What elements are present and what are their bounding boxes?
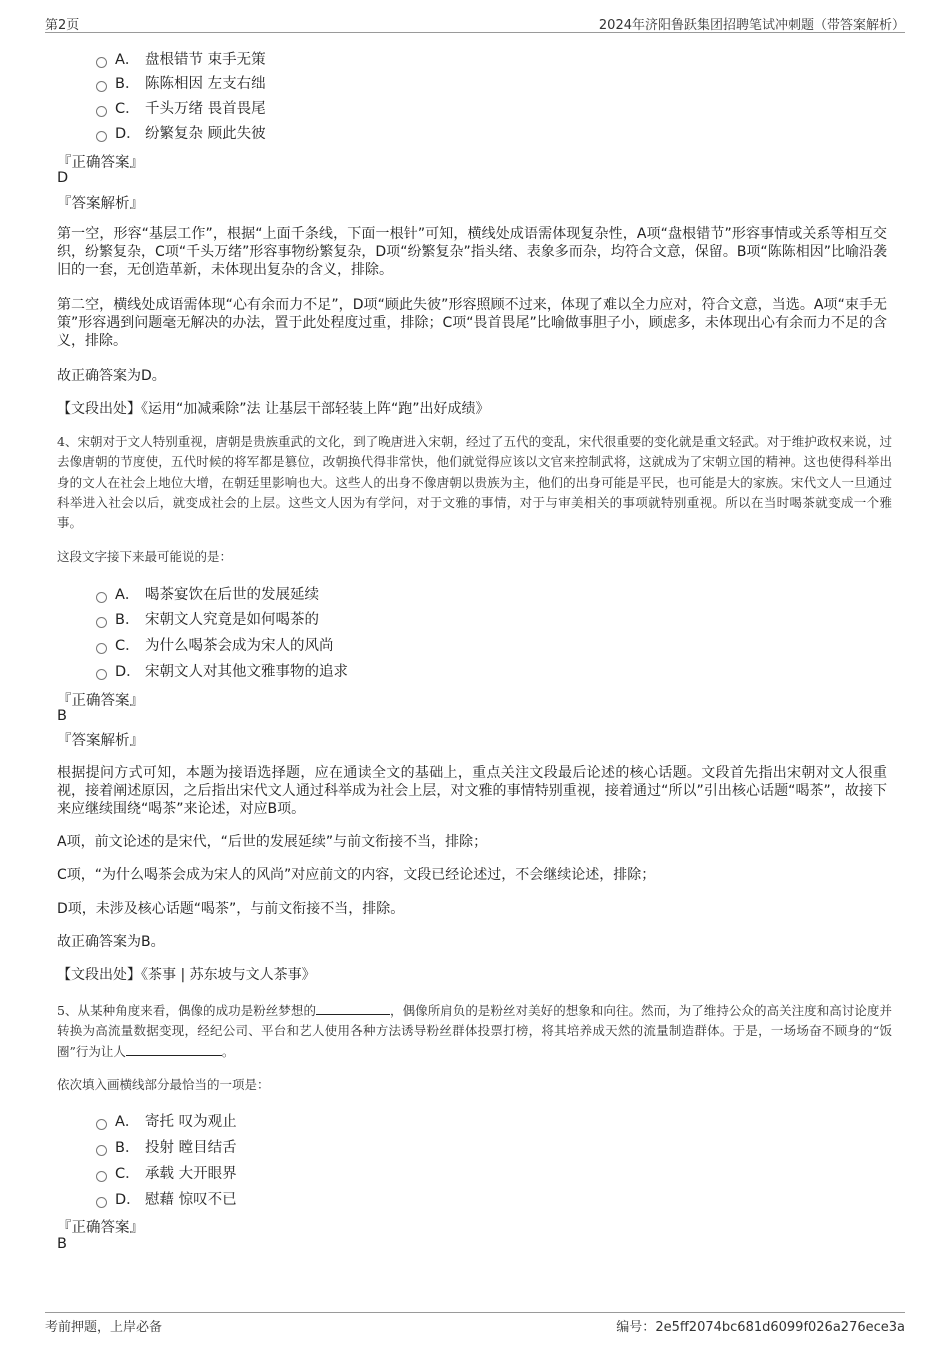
q5-stem: 5、从某种角度来看，偶像的成功是粉丝梦想的 ，偶像所肩负的是粉丝对美好的想象和向往。然而，为了维持公众的高关注度和高讨论度并转换为高流量数据变现，经纪公司、平台和艺人使用各种方法诱导粉丝群体投票打榜，将其培养成天然的流量制造群体。于是，一场场奋不顾身的“饭圈”行为让人 。 bbox=[57, 1003, 892, 1059]
q4-answer: B bbox=[57, 708, 67, 724]
q4-option-a[interactable]: A． 喝茶宴饮在后世的发展延续 bbox=[96, 583, 319, 603]
page-number: 第2页 bbox=[45, 18, 80, 33]
q3-analysis-2: 第二空，横线处成语需体现“心有余而力不足”，D项“顾此失彼”形容照顾不过来，体现了难以全力应对，符合文意，当选。A项“束手无策”形容遇到问题毫无解决的办法，置于此处程度过重，排除；C项“畏首畏尾”比喻做事胆子小，顾虑多，未体现出心有余而力不足的含义，排除。 bbox=[57, 297, 887, 349]
q4-prompt: 这段文字接下来最可能说的是： bbox=[57, 549, 233, 564]
radio-icon[interactable] bbox=[96, 1119, 107, 1130]
q5-answer: B bbox=[57, 1236, 67, 1252]
q5-option-a[interactable]: A． 寄托 叹为观止 bbox=[96, 1110, 237, 1130]
radio-icon[interactable] bbox=[96, 643, 107, 654]
q4-option-b[interactable]: B． 宋朝文人究竟是如何喝茶的 bbox=[96, 608, 319, 628]
q4-analysis-2: A项，前文论述的是宋代，“后世的发展延续”与前文衔接不当，排除； bbox=[57, 834, 488, 850]
q3-answer: D bbox=[57, 170, 69, 186]
radio-icon[interactable] bbox=[96, 57, 107, 68]
q3-analysis-3: 故正确答案为D。 bbox=[57, 368, 166, 384]
q5-option-c[interactable]: C． 承载 大开眼界 bbox=[96, 1162, 237, 1182]
q4-analysis-5: 故正确答案为B。 bbox=[57, 934, 165, 950]
q5-option-d[interactable]: D． 慰藉 惊叹不已 bbox=[96, 1188, 237, 1208]
correct-answer-label: 『正确答案』 bbox=[57, 155, 144, 171]
radio-icon[interactable] bbox=[96, 669, 107, 680]
radio-icon[interactable] bbox=[96, 1197, 107, 1208]
radio-icon[interactable] bbox=[96, 592, 107, 603]
radio-icon[interactable] bbox=[96, 1171, 107, 1182]
q3-option-d[interactable]: D． 纷繁复杂 顾此失彼 bbox=[96, 122, 266, 142]
correct-answer-label: 『正确答案』 bbox=[57, 693, 144, 709]
analysis-label: 『答案解析』 bbox=[57, 196, 144, 212]
radio-icon[interactable] bbox=[96, 1145, 107, 1156]
radio-icon[interactable] bbox=[96, 617, 107, 628]
radio-icon[interactable] bbox=[96, 106, 107, 117]
q4-analysis-1: 根据提问方式可知，本题为接语选择题，应在通读全文的基础上，重点关注文段最后论述的核心话题。文段首先指出宋朝对文人很重视，接着阐述原因，之后指出宋代文人通过科举成为社会上层，对文雅的事情特别重视，接着通过“所以”引出核心话题“喝茶”，故接下来应继续围绕“喝茶”来论述，对应B项。 bbox=[57, 765, 887, 817]
q3-option-c[interactable]: C． 千头万绪 畏首畏尾 bbox=[96, 97, 266, 117]
page-footer bbox=[45, 1312, 905, 1335]
radio-icon[interactable] bbox=[96, 131, 107, 142]
q4-source: 【文段出处】《茶事 | 苏东坡与文人茶事》 bbox=[57, 967, 316, 983]
fill-blank-2 bbox=[126, 1043, 222, 1056]
q3-option-b[interactable]: B． 陈陈相因 左支右绌 bbox=[96, 72, 266, 92]
document-code: 编号：2e5ff2074bc681d6099f026a276ece3a bbox=[616, 1320, 905, 1335]
fill-blank-1 bbox=[316, 1002, 390, 1015]
page-header bbox=[45, 12, 905, 33]
radio-icon[interactable] bbox=[96, 81, 107, 92]
q4-stem: 4、宋朝对于文人特别重视，唐朝是贵族重武的文化，到了晚唐进入宋朝，经过了五代的变乱，宋代很重要的变化就是重文轻武。对于维护政权来说，过去像唐朝的节度使，五代时候的将军都是篡位，改朝换代得非常快，他们就觉得应该以文官来控制武将，这就成为了宋朝立国的精神。这也使得科举出身的文人在社会上地位大增，在朝廷里影响也大。这些人的出身不像唐朝以贵族为主，他们的出身可能是平民，也可能是大的家族。宋代文人一旦通过科举进入社会以后，就变成社会的上层。这些文人因为有学问，对于文雅的事情，对于与审美相关的事项就特别重视。所以在当时喝茶就变成一个雅事。 bbox=[57, 434, 892, 531]
q5-prompt: 依次填入画横线部分最恰当的一项是： bbox=[57, 1077, 270, 1092]
q4-option-c[interactable]: C． 为什么喝茶会成为宋人的风尚 bbox=[96, 634, 334, 654]
q5-option-b[interactable]: B． 投射 瞠目结舌 bbox=[96, 1136, 237, 1156]
q3-option-a[interactable]: A． 盘根错节 束手无策 bbox=[96, 48, 266, 68]
footer-slogan: 考前押题，上岸必备 bbox=[45, 1320, 163, 1335]
correct-answer-label: 『正确答案』 bbox=[57, 1220, 144, 1236]
q4-analysis-3: C项，“为什么喝茶会成为宋人的风尚”对应前文的内容，文段已经论述过，不会继续论述，排除； bbox=[57, 867, 656, 883]
q4-analysis-4: D项，未涉及核心话题“喝茶”，与前文衔接不当，排除。 bbox=[57, 901, 405, 917]
q3-source: 【文段出处】《运用“加减乘除”法 让基层干部轻装上阵“跑”出好成绩》 bbox=[57, 401, 490, 417]
q4-option-d[interactable]: D． 宋朝文人对其他文雅事物的追求 bbox=[96, 660, 348, 680]
analysis-label: 『答案解析』 bbox=[57, 733, 144, 749]
q3-analysis-1: 第一空，形容“基层工作”，根据“上面千条线，下面一根针”可知，横线处成语需体现复杂性，A项“盘根错节”形容事情或关系等相互交织，纷繁复杂，C项“千头万绪”形容事物纷繁复杂，D项“纷繁复杂”指头绪、表象多而杂，均符合文意，保留。B项“陈陈相因”比喻沿袭旧的一套，无创造革新，未体现出复杂的含义，排除。 bbox=[57, 226, 887, 278]
document-title: 2024年济阳鲁跃集团招聘笔试冲刺题（带答案解析） bbox=[598, 18, 905, 33]
